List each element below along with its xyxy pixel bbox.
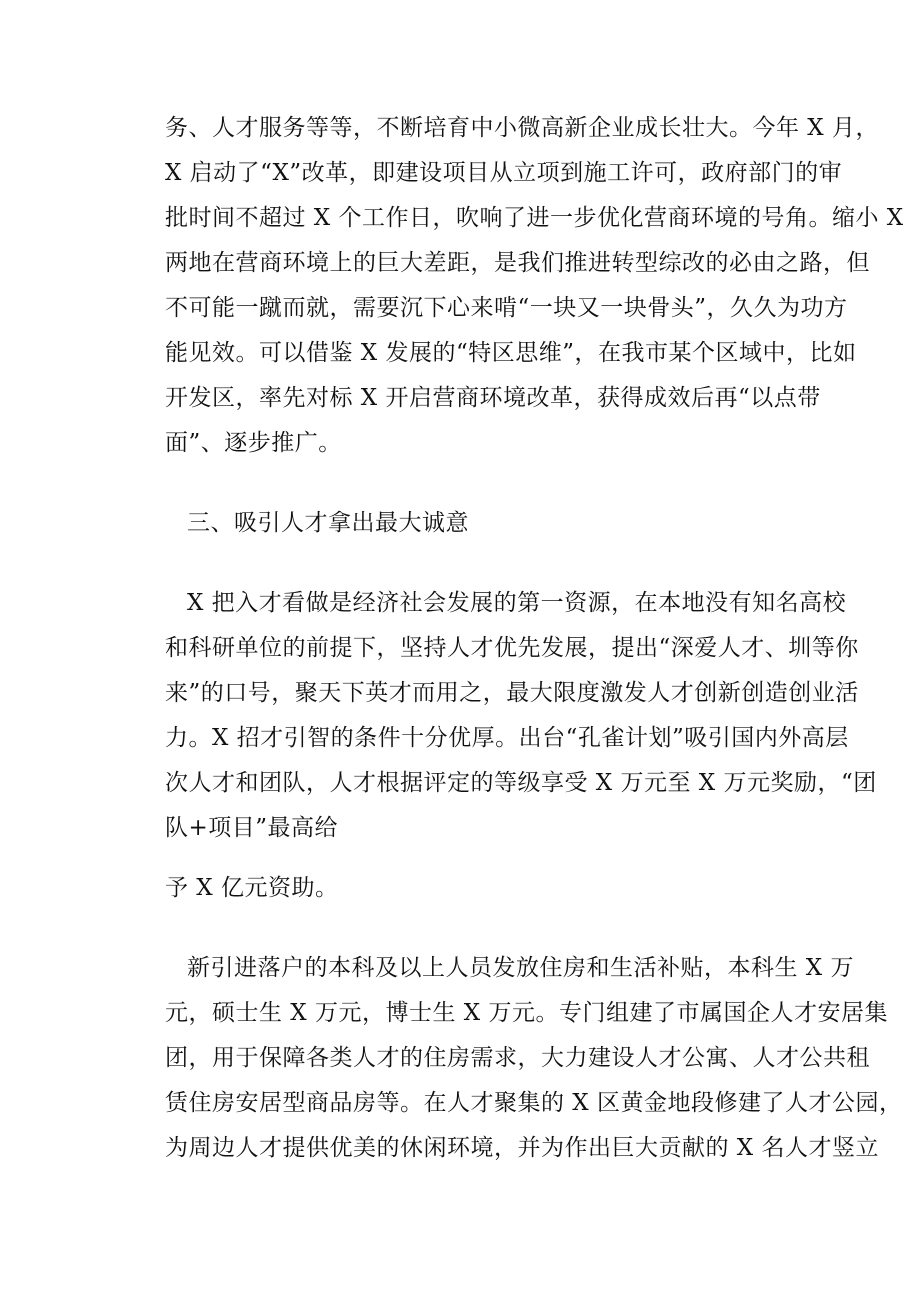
paragraph-1-line-3: 批时间不超过 X 个工作日，吹响了进一步优化营商环境的号角。缩小 X [165,205,904,231]
paragraph-2-line-1: X 把入才看做是经济社会发展的第一资源，在本地没有知名高校 [187,590,847,616]
paragraph-1-line-1: 务、人才服务等等，不断培育中小微高新企业成长壮大。今年 X 月， [165,115,879,141]
paragraph-2-line-2: 和科研单位的前提下，坚持人才优先发展，提出“深爱人才、圳等你 [165,635,859,661]
section-3-heading: 三、吸引人才拿出最大诚意 [187,510,469,536]
paragraph-4-line-5: 为周边人才提供优美的休闲环境，并为作出巨大贡献的 X 名人才竖立 [165,1135,879,1161]
paragraph-4-line-3: 团，用于保障各类人才的住房需求，大力建设人才公寓、人才公共租 [165,1045,870,1071]
paragraph-1-line-2: X 启动了“X”改革，即建设项目从立项到施工许可，政府部门的审 [165,160,843,186]
paragraph-1-line-8: 面”、逐步推广。 [165,430,342,456]
paragraph-1-line-5: 不可能一蹴而就，需要沉下心来啃“一块又一块骨头”，久久为功方 [165,295,848,321]
paragraph-2-line-6: 队+项目”最高给 [165,815,339,841]
paragraph-3-line-1: 予 X 亿元资助。 [165,875,339,901]
paragraph-1-line-4: 两地在营商环境上的巨大差距，是我们推进转型综改的必由之路，但 [165,250,870,276]
paragraph-1-line-7: 开发区，率先对标 X 开启营商环境改革，获得成效后再“以点带 [165,385,821,411]
paragraph-4-line-1: 新引进落户的本科及以上人员发放住房和生活补贴，本科生 X 万 [187,955,854,981]
paragraph-2-line-4: 力。X 招才引智的条件十分优厚。出台“孔雀计划”吸引国内外高层 [165,725,849,751]
paragraph-4-line-4: 赁住房安居型商品房等。在人才聚集的 X 区黄金地段修建了人才公园， [165,1090,903,1116]
paragraph-2-line-5: 次人才和团队，人才根据评定的等级享受 X 万元至 X 万元奖励，“团 [165,770,877,796]
paragraph-4-line-2: 元，硕士生 X 万元，博士生 X 万元。专门组建了市属国企人才安居集 [165,1000,888,1026]
paragraph-1-line-6: 能见效。可以借鉴 X 发展的“特区思维”，在我市某个区域中，比如 [165,340,857,366]
paragraph-2-line-3: 来”的口号，聚天下英才而用之，最大限度激发人才创新创造创业活 [165,680,859,706]
